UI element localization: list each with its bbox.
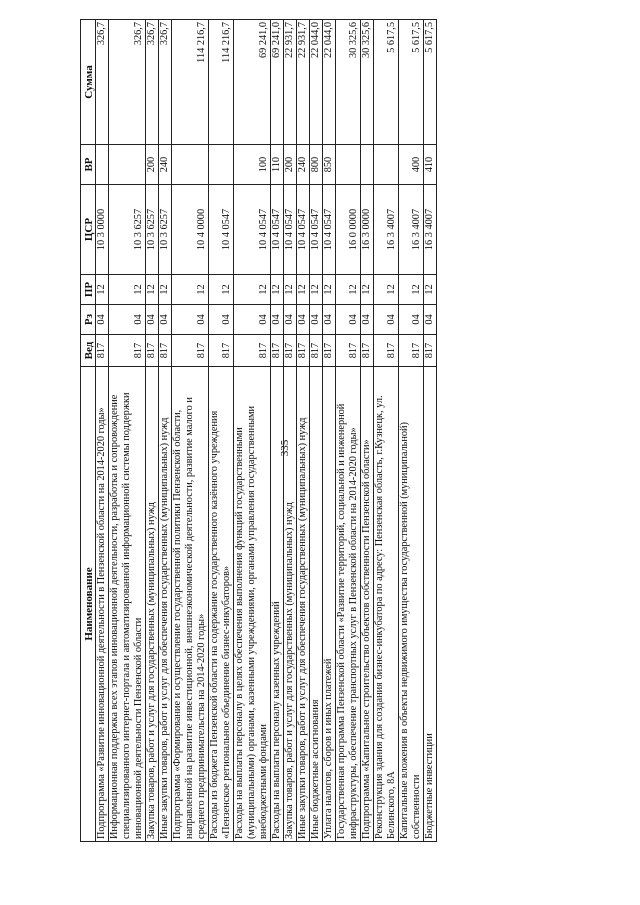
cell-sum: 114 216,7 [172,20,209,145]
table-row [310,20,323,842]
cell-name: Бюджетные инвестиции [424,367,437,842]
cell-csr: 10 4 0547 [209,185,234,275]
cell-pr: 12 [323,275,336,305]
cell-rz: 04 [361,305,374,335]
cell-rz: 04 [109,305,146,335]
cell-rz: 04 [297,305,310,335]
cell-vr [361,145,374,185]
table-row [297,20,310,842]
cell-ved: 817 [271,335,284,367]
table-row [109,20,146,842]
cell-name: Подпрограмма «Капитальное строительство объектов собственности Пензенской области» [361,367,374,842]
cell-name: Информационная поддержка всех этапов инновационной деятельности, разработка и сопровождение специализированного интернет-портала и автоматизированной информационной системы поддержки инновационной деятельности Пензенской области [109,367,146,842]
header-name: Наименование [81,367,96,842]
table-row [271,20,284,842]
cell-pr: 12 [297,275,310,305]
cell-rz: 04 [271,305,284,335]
cell-ved: 817 [424,335,437,367]
table-row [424,20,437,842]
cell-name: Иные закупки товаров, работ и услуг для обеспечения государственных (муниципальных) нужд [159,367,172,842]
cell-csr: 10 3 0000 [96,185,109,275]
cell-csr: 10 4 0547 [284,185,297,275]
cell-ved: 817 [361,335,374,367]
cell-ved: 817 [323,335,336,367]
header-pr: ПР [81,275,96,305]
cell-csr: 10 3 6257 [109,185,146,275]
cell-pr: 12 [209,275,234,305]
cell-ved: 817 [159,335,172,367]
cell-vr: 410 [424,145,437,185]
cell-sum: 30 325,6 [361,20,374,145]
cell-vr: 200 [146,145,159,185]
table-row [172,20,209,842]
cell-ved: 817 [336,335,361,367]
table-row [96,20,109,842]
table-row [336,20,361,842]
cell-csr: 10 4 0547 [234,185,271,275]
cell-rz: 04 [310,305,323,335]
cell-vr: 240 [297,145,310,185]
cell-sum: 326,7 [146,20,159,145]
cell-name: Подпрограмма «Формирование и осуществление государственной политики Пензенской области, направленной на развитие инвестиционной, внешнеэкономической деятельности, развитие малого и среднего предпринимательства на 2014-2020 годы» [172,367,209,842]
cell-vr [96,145,109,185]
cell-csr: 16 3 4007 [374,185,399,275]
cell-name: Уплата налогов, сборов и иных платежей [323,367,336,842]
cell-sum: 30 325,6 [336,20,361,145]
cell-sum: 326,7 [96,20,109,145]
cell-csr: 10 4 0000 [172,185,209,275]
cell-name: Капитальные вложения в объекты недвижимого имущества государственной (муниципальной) собственности [399,367,424,842]
cell-rz: 04 [336,305,361,335]
cell-rz: 04 [374,305,399,335]
header-rz: Рз [81,305,96,335]
cell-pr: 12 [271,275,284,305]
cell-sum: 69 241,0 [234,20,271,145]
cell-pr: 12 [96,275,109,305]
cell-rz: 04 [234,305,271,335]
cell-name: Расходы на выплаты персоналу казенных учреждений [271,367,284,842]
table-row [323,20,336,842]
cell-ved: 817 [310,335,323,367]
cell-ved: 817 [96,335,109,367]
cell-vr: 800 [310,145,323,185]
cell-vr [172,145,209,185]
table-row [361,20,374,842]
cell-name: Реконструкция здания для создания бизнес-инкубатора по адресу: Пензенская область, г.Кузнецк, ул. Белинского, 8А [374,367,399,842]
table-row [374,20,399,842]
cell-rz: 04 [96,305,109,335]
table-row [159,20,172,842]
budget-table [80,19,437,842]
cell-csr: 10 3 6257 [159,185,172,275]
cell-rz: 04 [399,305,424,335]
cell-pr: 12 [336,275,361,305]
header-sum: Сумма [81,20,96,145]
cell-sum: 114 216,7 [209,20,234,145]
cell-vr [374,145,399,185]
cell-csr: 16 3 4007 [424,185,437,275]
page-number: 335 [279,439,291,457]
cell-sum: 5 617,5 [399,20,424,145]
table-row [209,20,234,842]
table-row [399,20,424,842]
cell-vr: 400 [399,145,424,185]
cell-pr: 12 [424,275,437,305]
cell-name: Закупка товаров, работ и услуг для государственных (муниципальных) нужд [146,367,159,842]
cell-vr: 850 [323,145,336,185]
cell-csr: 10 4 0547 [297,185,310,275]
cell-ved: 817 [209,335,234,367]
cell-name: Расходы из бюджета Пензенской области на содержание государственного казённого учреждения «Пензенское региональное объединение бизнес-инкубаторов» [209,367,234,842]
header-vr: ВР [81,145,96,185]
cell-ved: 817 [146,335,159,367]
cell-pr: 12 [109,275,146,305]
cell-vr [109,145,146,185]
cell-name: Иные бюджетные ассигнования [310,367,323,842]
cell-pr: 12 [234,275,271,305]
cell-pr: 12 [310,275,323,305]
cell-rz: 04 [172,305,209,335]
cell-ved: 817 [297,335,310,367]
cell-name: Закупка товаров, работ и услуг для государственных (муниципальных) нужд [284,367,297,842]
cell-vr [209,145,234,185]
cell-pr: 12 [374,275,399,305]
cell-rz: 04 [424,305,437,335]
cell-pr: 12 [399,275,424,305]
cell-rz: 04 [146,305,159,335]
cell-pr: 12 [146,275,159,305]
cell-name: Государственная программа Пензенской области «Развитие территорий, социальной и инженерной инфраструктуры, обеспечение транспортных услуг в Пензенской области на 2014-2020 годы» [336,367,361,842]
cell-vr [336,145,361,185]
header-csr: ЦСР [81,185,96,275]
cell-sum: 326,7 [109,20,146,145]
cell-rz: 04 [323,305,336,335]
cell-sum: 22 044,0 [323,20,336,145]
cell-ved: 817 [234,335,271,367]
cell-csr: 10 3 6257 [146,185,159,275]
cell-vr: 200 [284,145,297,185]
cell-sum: 326,7 [159,20,172,145]
cell-ved: 817 [109,335,146,367]
cell-rz: 04 [209,305,234,335]
cell-vr: 240 [159,145,172,185]
cell-csr: 16 3 0000 [361,185,374,275]
table-row [146,20,159,842]
cell-ved: 817 [374,335,399,367]
cell-pr: 12 [172,275,209,305]
rotated-page-content [80,20,563,842]
cell-name: Подпрограмма «Развитие инновационной деятельности в Пензенской области на 2014-2020 годы» [96,367,109,842]
cell-csr: 16 3 4007 [399,185,424,275]
cell-sum: 22 931,7 [297,20,310,145]
header-ved: Вед [81,335,96,367]
cell-rz: 04 [159,305,172,335]
cell-sum: 5 617,5 [424,20,437,145]
cell-pr: 12 [159,275,172,305]
cell-pr: 12 [284,275,297,305]
cell-ved: 817 [172,335,209,367]
cell-sum: 22 044,0 [310,20,323,145]
cell-csr: 16 0 0000 [336,185,361,275]
cell-sum: 5 617,5 [374,20,399,145]
cell-pr: 12 [361,275,374,305]
cell-name: Иные закупки товаров, работ и услуг для обеспечения государственных (муниципальных) нужд [297,367,310,842]
cell-vr: 100 [234,145,271,185]
table-row [284,20,297,842]
cell-csr: 10 4 0547 [310,185,323,275]
cell-sum: 22 931,7 [284,20,297,145]
table-body [96,20,437,842]
cell-vr: 110 [271,145,284,185]
cell-sum: 69 241,0 [271,20,284,145]
cell-ved: 817 [284,335,297,367]
cell-csr: 10 4 0547 [323,185,336,275]
cell-ved: 817 [399,335,424,367]
cell-csr: 10 4 0547 [271,185,284,275]
table-row [234,20,271,842]
cell-rz: 04 [284,305,297,335]
table-header-row [81,20,96,842]
cell-name: Расходы на выплаты персоналу в целях обеспечения выполнения функций государственными (муниципальными) органами, казенными учреждениями, органами управления государственными внебюджетными фондами [234,367,271,842]
